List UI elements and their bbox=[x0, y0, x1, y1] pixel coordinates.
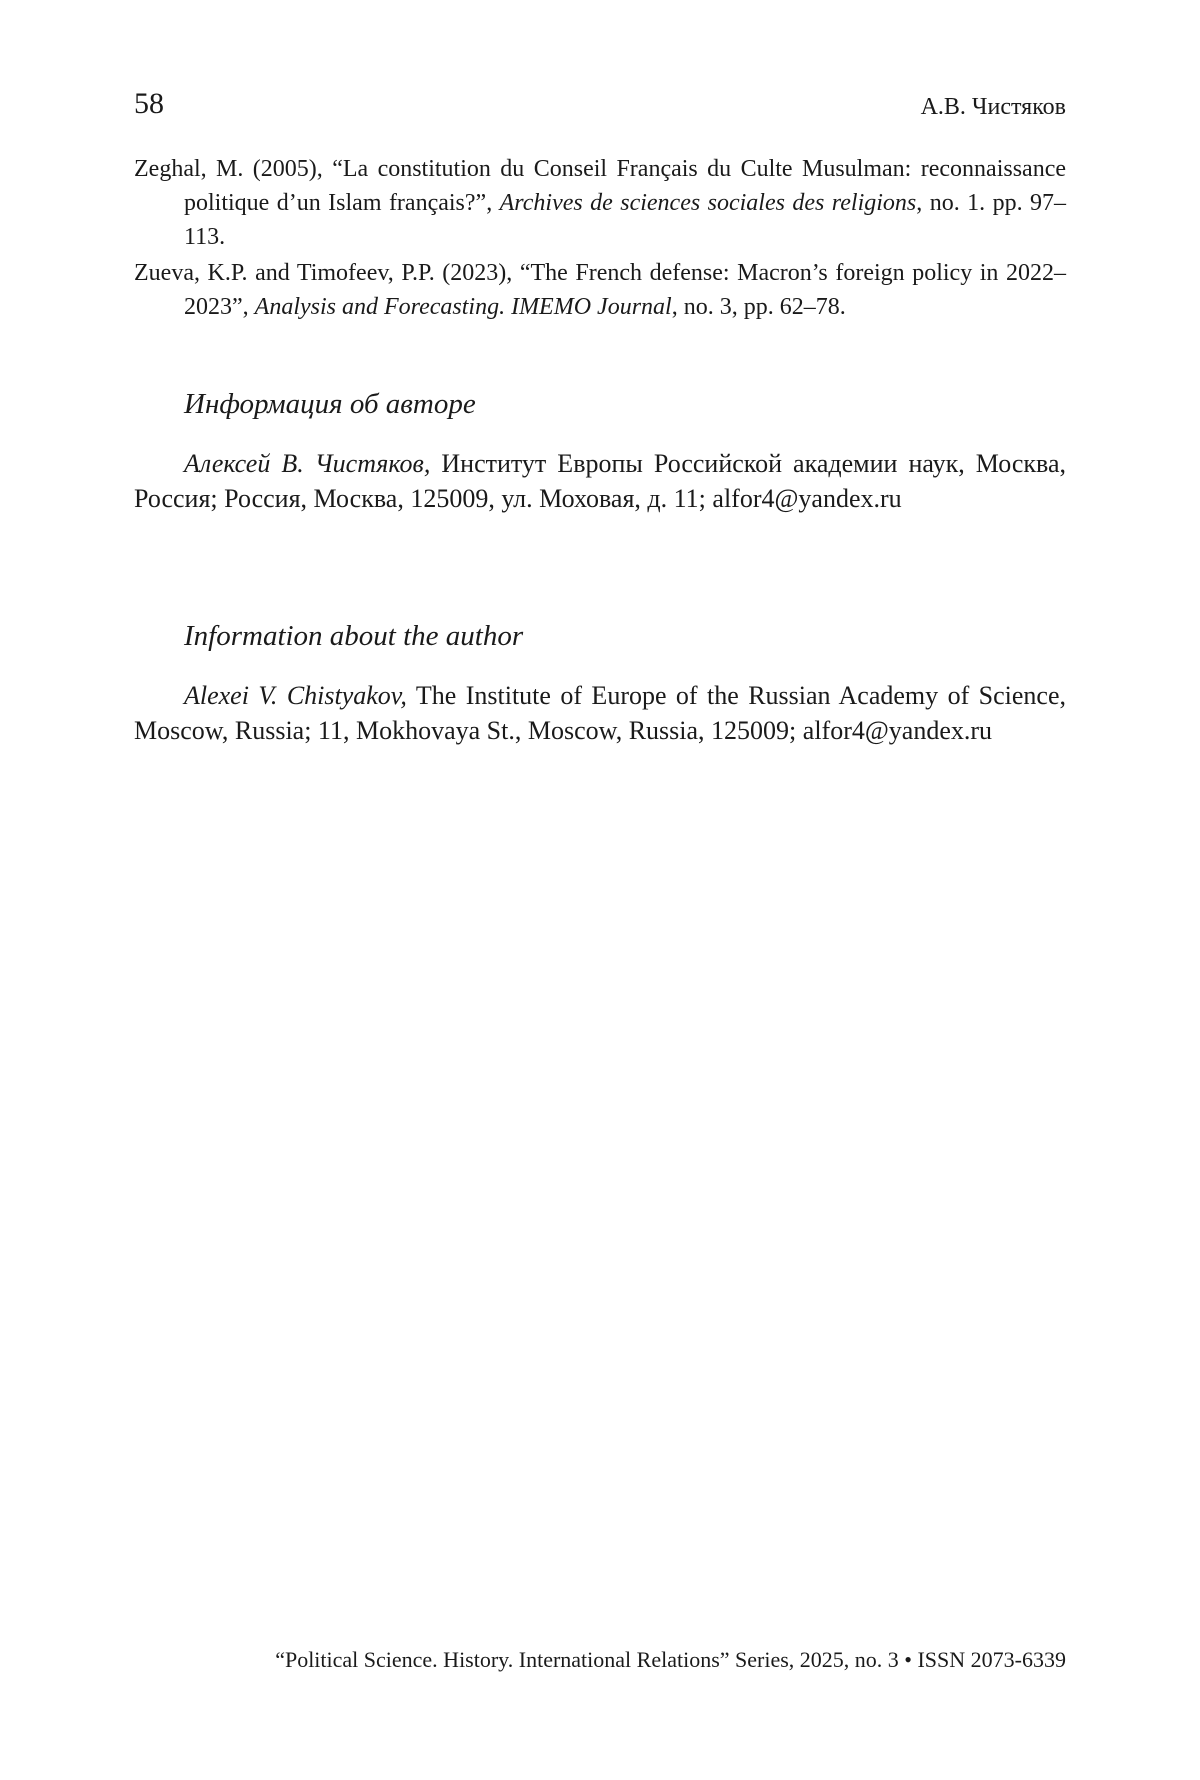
page-number: 58 bbox=[134, 87, 164, 120]
author-info-ru-heading: Информация об авторе bbox=[184, 388, 476, 420]
author-info-en-heading: Information about the author bbox=[184, 620, 524, 652]
reference-entry bbox=[134, 152, 1066, 254]
reference-tail: , no. 3, pp. 62–78. bbox=[671, 294, 846, 320]
author-info-ru-text bbox=[134, 446, 1066, 516]
reference-lead: Zeghal, M. (2005), “La constitution du Conseil Français du Culte Musulman: reconnaissance politique d’un Islam français?”, bbox=[134, 156, 1066, 216]
reference-entry bbox=[134, 256, 1066, 324]
author-details-en: The Institute of Europe of the Russian Academy of Science, Moscow, Russia; 11, Mokhovaya St., Moscow, Russia, 125009; alfor4@yandex.ru bbox=[134, 681, 1066, 745]
author-name-ru: Алексей В. Чистяков, bbox=[184, 449, 431, 478]
reference-source: Archives de sciences sociales des religions bbox=[499, 190, 917, 216]
author-info-en bbox=[134, 618, 1066, 748]
author-info-en-text bbox=[134, 678, 1066, 748]
author-info-ru bbox=[134, 386, 1066, 516]
running-head: А.В. Чистяков bbox=[920, 94, 1066, 120]
references-list bbox=[134, 152, 1066, 326]
reference-source: Analysis and Forecasting. IMEMO Journal bbox=[254, 294, 672, 320]
author-name-en: Alexei V. Chistyakov, bbox=[184, 681, 407, 710]
reference-lead: Zueva, K.P. and Timofeev, P.P. (2023), “The French defense: Macron’s foreign policy in 2022–2023”, bbox=[134, 260, 1066, 320]
author-details-ru: Институт Европы Российской академии наук, Москва, Россия; Россия, Москва, 125009, ул. Моховая, д. 11; alfor4@yandex.ru bbox=[134, 449, 1066, 513]
reference-tail: , no. 1. pp. 97–113. bbox=[184, 190, 1067, 250]
journal-footer: “Political Science. History. International Relations” Series, 2025, no. 3 • ISSN 2073-6339 bbox=[275, 1647, 1066, 1672]
